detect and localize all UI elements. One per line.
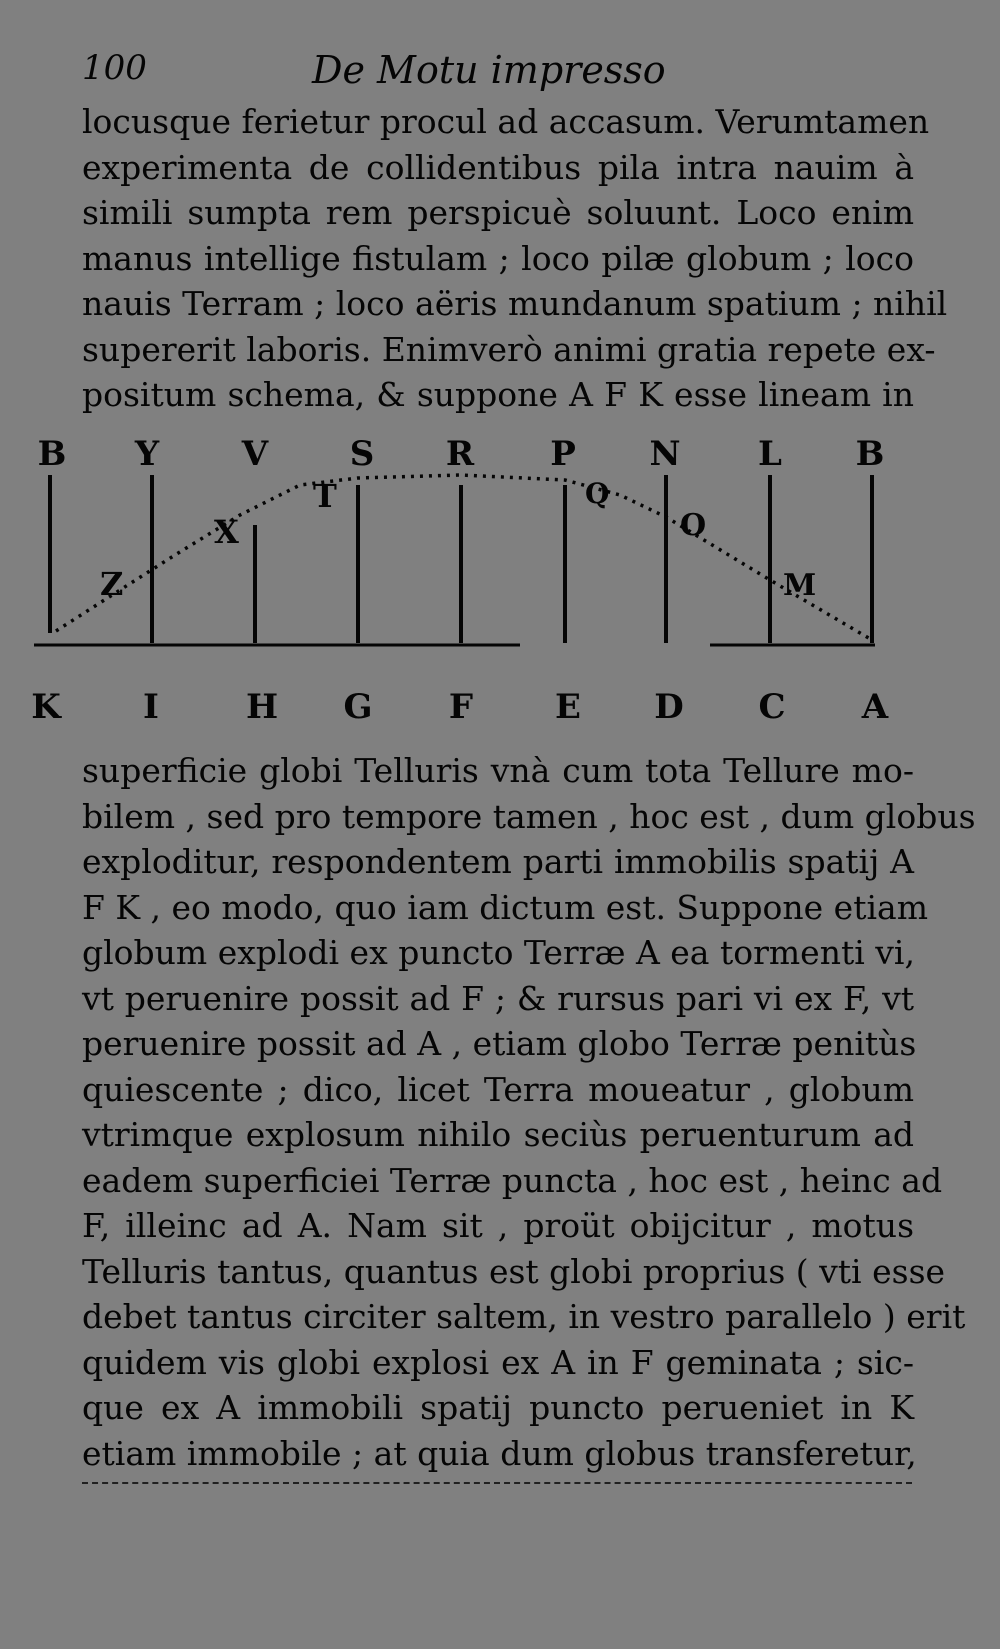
diagram-label-bottom: G — [343, 687, 373, 727]
page-header — [82, 48, 922, 98]
text-line: experimenta de collidentibus pila intra nauim à — [82, 147, 914, 187]
diagram-posts — [50, 475, 872, 643]
diagram-label-path: T — [313, 477, 337, 515]
text-line: etiam immobile ; at quia dum globus transferetur, — [82, 1433, 917, 1473]
text-line: bilem , sed pro tempore tamen , hoc est , dum globus — [82, 796, 976, 836]
text-line: quiescente ; dico, licet Terra moueatur , globum — [82, 1069, 914, 1109]
running-title: De Motu impresso — [312, 48, 666, 92]
text-block-top — [82, 99, 948, 418]
diagram-label-bottom: D — [654, 687, 684, 727]
text-line: F K , eo modo, quo iam dictum est. Suppone etiam — [82, 887, 928, 927]
text-line: F, illeinc ad A. Nam sit , proüt obijcitur , motus — [82, 1206, 914, 1245]
diagram-label-top: B — [855, 435, 885, 474]
diagram-label-bottom: F — [448, 687, 474, 727]
diagram-label-path: Z — [100, 565, 124, 603]
diagram — [0, 435, 1000, 745]
text-line: eadem superficiei Terræ puncta , hoc est , heinc ad — [82, 1160, 943, 1200]
text-line: positum schema, & suppone A F K esse lineam in — [82, 375, 914, 414]
page-number: 100 — [82, 48, 147, 88]
diagram-label-top: L — [758, 435, 782, 474]
text-line: Telluris tantus, quantus est globi proprius ( vti esse — [82, 1251, 946, 1291]
diagram-label-bottom: C — [758, 687, 786, 727]
text-line: nauis Terram ; loco aëris mundanum spatium ; nihil — [82, 284, 948, 323]
text-line: simili sumpta rem perspicuè soluunt. Loco enim — [82, 193, 914, 232]
text-line: vtrimque explosum nihilo seciùs peruenturum ad — [82, 1115, 914, 1154]
diagram-label-top: S — [349, 435, 375, 474]
diagram-label-top: Y — [134, 435, 160, 474]
text-line: exploditur, respondentem parti immobilis spatij A — [82, 842, 914, 881]
bottom-rule — [82, 1482, 912, 1484]
diagram-label-top: R — [445, 435, 475, 474]
text-line: superficie globi Telluris vnà cum tota Tellure mo- — [82, 751, 914, 790]
text-block-bottom — [82, 748, 976, 1476]
text-line: peruenire possit ad A , etiam globo Terræ penitùs — [82, 1024, 917, 1063]
diagram-label-bottom: H — [245, 687, 279, 727]
diagram-label-top: B — [37, 435, 67, 474]
text-line: que ex A immobili spatij puncto perueniet in K — [82, 1388, 914, 1427]
diagram-label-top: N — [649, 435, 681, 474]
text-line: locusque ferietur procul ad accasum. Verumtamen — [82, 102, 930, 141]
text-line: supererit laboris. Enimverò animi gratia repete ex- — [82, 329, 936, 369]
diagram-trajectory — [56, 475, 872, 640]
diagram-label-bottom: E — [555, 687, 581, 727]
diagram-label-path: M — [783, 568, 817, 603]
diagram-label-path: X — [214, 513, 239, 551]
diagram-label-path: O — [680, 508, 707, 543]
diagram-label-bottom: A — [861, 687, 889, 727]
diagram-label-top: V — [241, 435, 269, 474]
diagram-label-path: Q — [585, 477, 610, 510]
diagram-label-top: P — [550, 435, 576, 474]
text-line: quidem vis globi explosi ex A in F geminata ; sic- — [82, 1342, 914, 1382]
text-line: vt peruenire possit ad F ; & rursus pari vi ex F, vt — [82, 978, 914, 1018]
diagram-label-bottom: K — [31, 687, 61, 727]
text-line: manus intellige fistulam ; loco pilæ globum ; loco — [82, 238, 914, 278]
text-line: debet tantus circiter saltem, in vestro parallelo ) erit — [82, 1297, 966, 1336]
text-line: globum explodi ex puncto Terræ A ea tormenti vi, — [82, 933, 915, 972]
diagram-label-bottom: I — [143, 687, 159, 727]
